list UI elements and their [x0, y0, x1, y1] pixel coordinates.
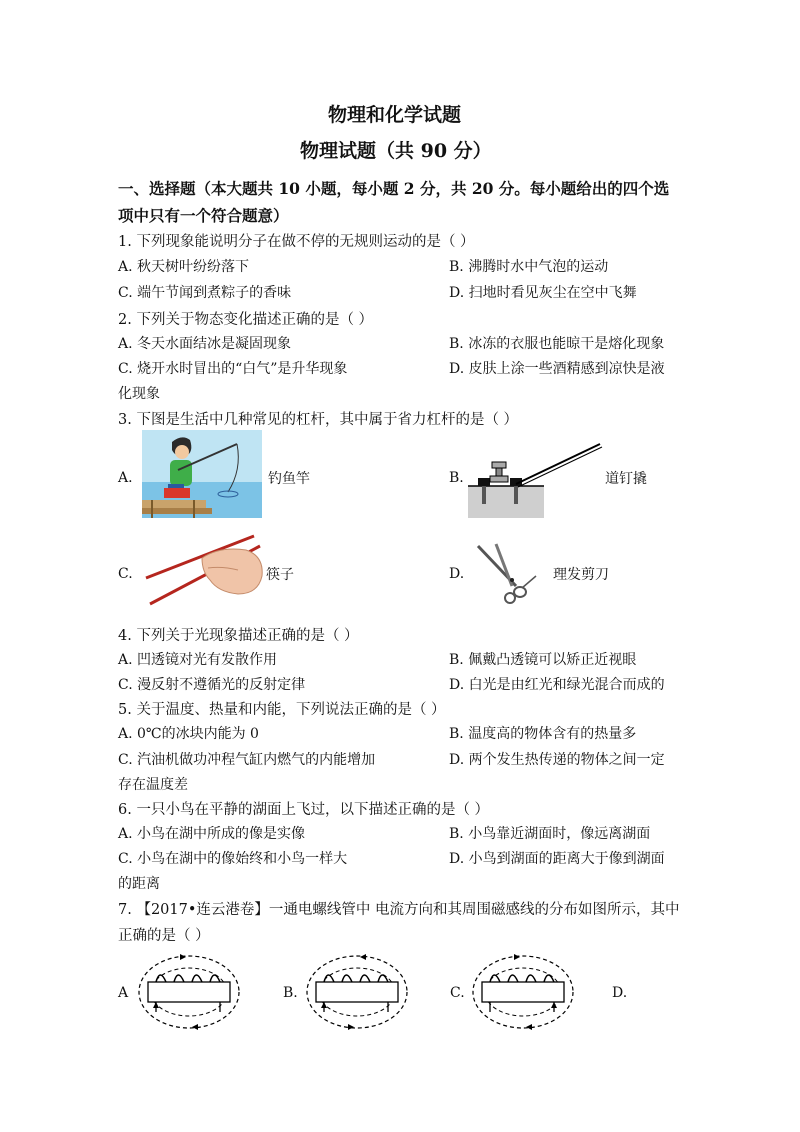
scissors-image: [474, 540, 544, 606]
q5-option-d: D. 两个发生热传递的物体之间一定: [449, 752, 665, 768]
q7-option-a-letter: A: [118, 985, 129, 1001]
section-title: 物理试题（共 90 分）: [300, 140, 492, 162]
q2-option-a: A. 冬天水面结冰是凝固现象: [118, 336, 292, 352]
q4-option-a: A. 凹透镜对光有发散作用: [118, 652, 278, 668]
q4-option-d: D. 白光是由红光和绿光混合而成的: [449, 677, 665, 693]
page-title: 物理和化学试题: [328, 104, 462, 126]
q1-option-d: D. 扫地时看见灰尘在空中飞舞: [449, 285, 637, 301]
q2-option-d-continued: 化现象: [118, 386, 160, 402]
q2-option-c: C. 烧开水时冒出的“白气”是升华现象: [118, 361, 348, 377]
q4-option-c: C. 漫反射不遵循光的反射定律: [118, 677, 306, 693]
q5-option-c: C. 汽油机做功冲程气缸内燃气的内能增加: [118, 752, 376, 768]
q1-option-a: A. 秋天树叶纷纷落下: [118, 259, 250, 275]
q1-option-c: C. 端午节闻到煮粽子的香味: [118, 285, 292, 301]
q2-option-b: B. 冰冻的衣服也能晾干是熔化现象: [449, 336, 665, 352]
chopsticks-image: [142, 532, 267, 607]
q5-option-a: A. 0℃的冰块内能为 0: [118, 726, 259, 742]
q6-option-d-continued: 的距离: [118, 876, 160, 892]
q3-option-d-letter: D.: [449, 566, 465, 582]
q6-option-c: C. 小鸟在湖中的像始终和小鸟一样大: [118, 851, 348, 867]
question-2-stem: 2. 下列关于物态变化描述正确的是（ ）: [118, 312, 374, 328]
question-6-stem: 6. 一只小鸟在平静的湖面上飞过，以下描述正确的是（ ）: [118, 802, 490, 818]
section-header-line1: 一、选择题（本大题共 10 小题，每小题 2 分，共 20 分。每小题给出的四个选: [118, 179, 670, 198]
solenoid-diagram-c: [468, 950, 578, 1034]
question-7-stem-line1: 7. 【2017•连云港卷】一通电螺线管中 电流方向和其周围磁感线的分布如图所示，其中: [118, 902, 680, 918]
question-3-stem: 3. 下图是生活中几种常见的杠杆，其中属于省力杠杆的是（ ）: [118, 412, 519, 428]
q7-option-b-letter: B.: [283, 985, 298, 1001]
q2-option-d: D. 皮肤上涂一些酒精感到凉快是液: [449, 361, 665, 377]
fishing-rod-image: [142, 430, 262, 518]
q5-option-d-continued: 存在温度差: [118, 777, 188, 793]
question-4-stem: 4. 下列关于光现象描述正确的是（ ）: [118, 628, 359, 644]
q6-option-d: D. 小鸟到湖面的距离大于像到湖面: [449, 851, 665, 867]
q3-option-a-letter: A.: [118, 470, 133, 486]
question-7-stem-line2: 正确的是（ ）: [118, 928, 210, 944]
q3-option-b-label: 道钉撬: [605, 471, 647, 487]
solenoid-diagram-b: [302, 950, 412, 1034]
section-header-line2: 项中只有一个符合题意）: [118, 206, 289, 225]
q3-option-c-letter: C.: [118, 566, 133, 582]
q4-option-b: B. 佩戴凸透镜可以矫正近视眼: [449, 652, 637, 668]
q7-option-c-letter: C.: [450, 985, 465, 1001]
q7-option-d-letter: D.: [612, 985, 628, 1001]
q1-option-b: B. 沸腾时水中气泡的运动: [449, 259, 609, 275]
q5-option-b: B. 温度高的物体含有的热量多: [449, 726, 637, 742]
q3-option-a-label: 钓鱼竿: [268, 471, 310, 487]
q3-option-b-letter: B.: [449, 470, 464, 486]
q6-option-a: A. 小鸟在湖中所成的像是实像: [118, 826, 306, 842]
solenoid-diagram-a: [134, 950, 244, 1034]
spike-lever-image: [466, 440, 606, 520]
q3-option-c-label: 筷子: [266, 567, 294, 583]
question-1-stem: 1. 下列现象能说明分子在做不停的无规则运动的是（ ）: [118, 234, 475, 250]
q3-option-d-label: 理发剪刀: [553, 567, 609, 583]
q6-option-b: B. 小鸟靠近湖面时，像远离湖面: [449, 826, 651, 842]
question-5-stem: 5. 关于温度、热量和内能，下列说法正确的是（ ）: [118, 702, 446, 718]
